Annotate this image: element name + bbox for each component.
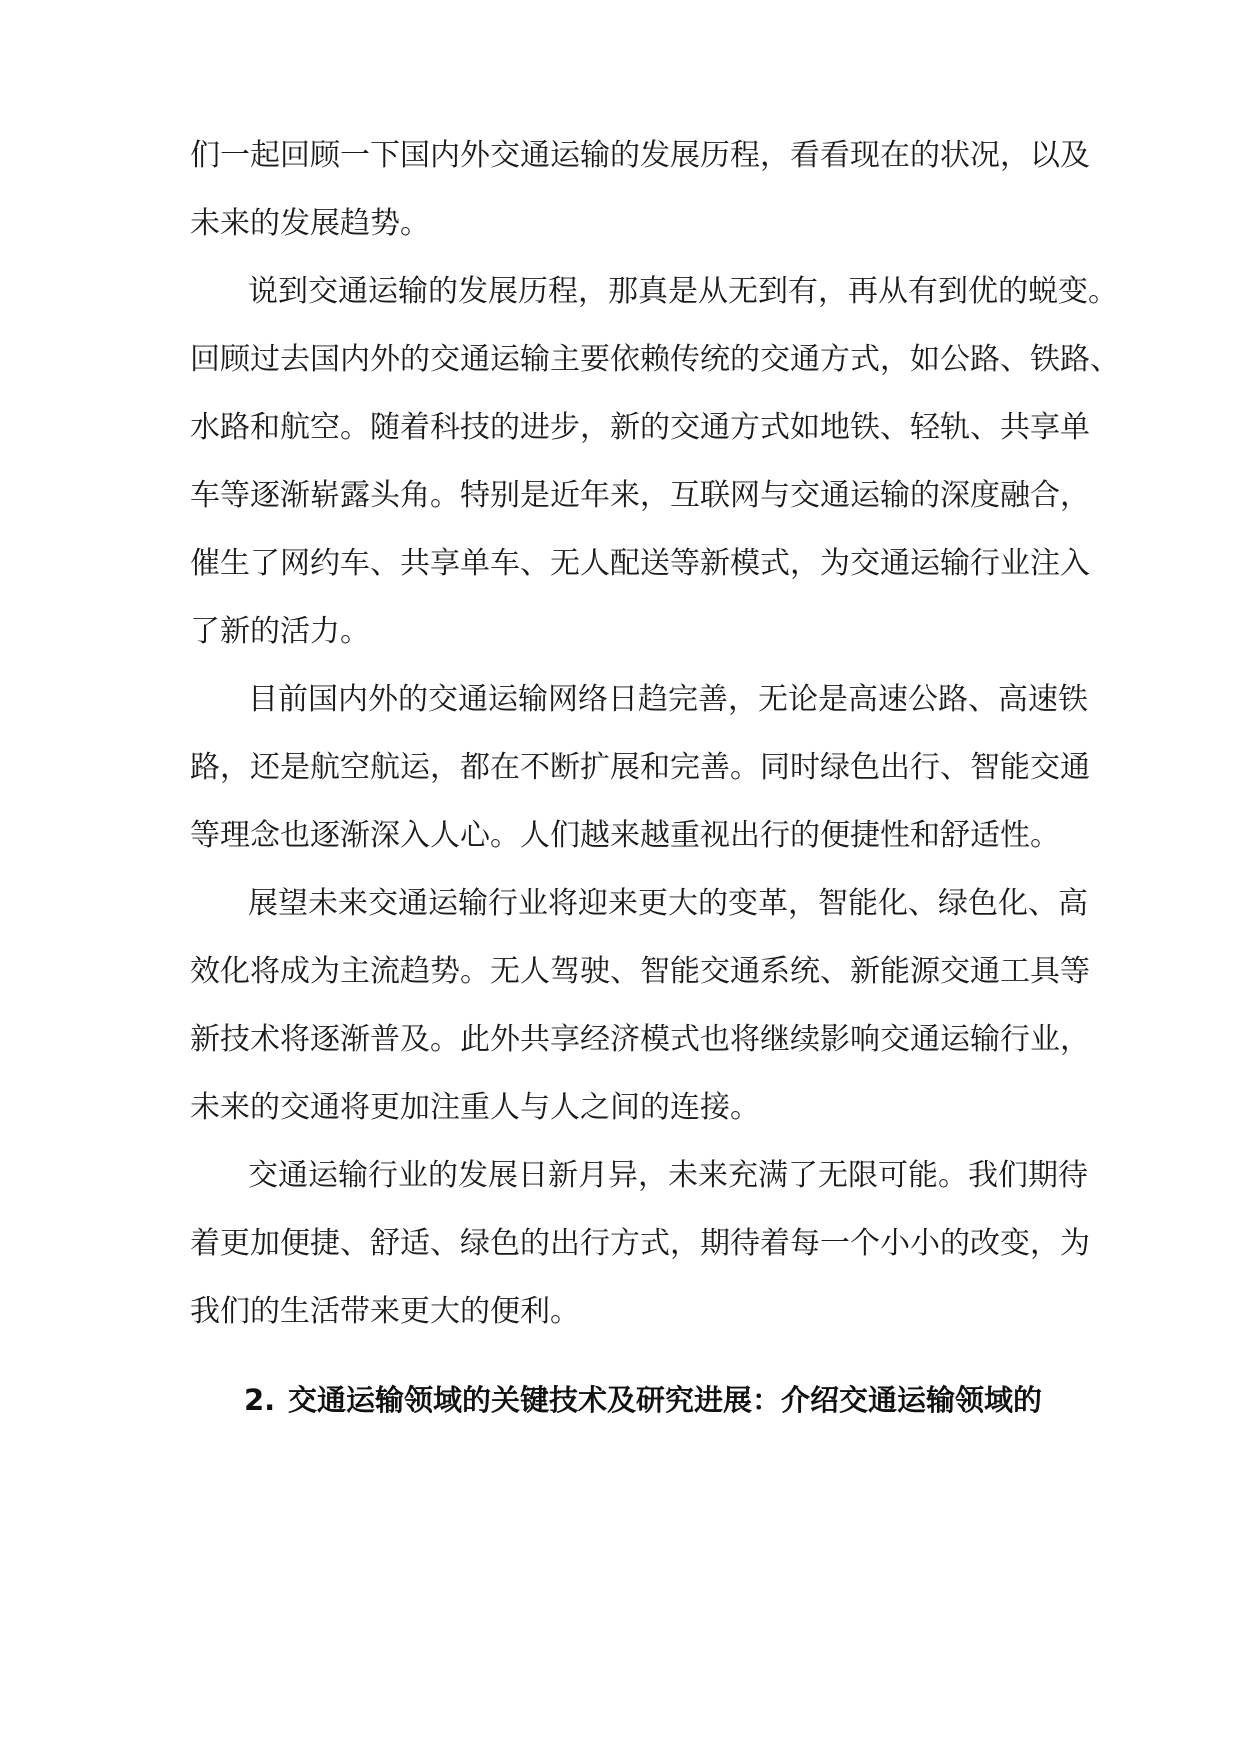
paragraph-3-line-1: 目前国内外的交通运输网络日趋完善，无论是高速公路、高速铁 xyxy=(248,682,1088,717)
paragraph-5-line-2: 着更加便捷、舒适、绿色的出行方式，期待着每一个小小的改变，为 xyxy=(190,1226,1090,1261)
section-heading-number: 2. xyxy=(244,1383,276,1417)
paragraph-1-line-1: 们一起回顾一下国内外交通运输的发展历程，看看现在的状况，以及 xyxy=(190,138,1090,173)
paragraph-2-line-2: 回顾过去国内外的交通运输主要依赖传统的交通方式，如公路、铁路、 xyxy=(190,342,1120,377)
paragraph-5-line-1: 交通运输行业的发展日新月异，未来充满了无限可能。我们期待 xyxy=(248,1158,1088,1193)
section-heading-text: 交通运输领域的关键技术及研究进展：介绍交通运输领域的 xyxy=(288,1383,1043,1417)
paragraph-4-line-4: 未来的交通将更加注重人与人之间的连接。 xyxy=(190,1090,760,1125)
paragraph-4-line-2: 效化将成为主流趋势。无人驾驶、智能交通系统、新能源交通工具等 xyxy=(190,954,1090,989)
paragraph-5-line-3: 我们的生活带来更大的便利。 xyxy=(190,1294,580,1329)
paragraph-4-line-1: 展望未来交通运输行业将迎来更大的变革，智能化、绿色化、高 xyxy=(248,886,1088,921)
paragraph-3-line-2: 路，还是航空航运，都在不断扩展和完善。同时绿色出行、智能交通 xyxy=(190,750,1090,785)
paragraph-4-line-3: 新技术将逐渐普及。此外共享经济模式也将继续影响交通运输行业， xyxy=(190,1022,1090,1057)
section-heading xyxy=(244,1370,1052,1430)
paragraph-1-line-2: 未来的发展趋势。 xyxy=(190,206,430,241)
paragraph-2-line-6: 了新的活力。 xyxy=(190,614,370,649)
paragraph-2-line-1: 说到交通运输的发展历程，那真是从无到有，再从有到优的蜕变。 xyxy=(248,274,1118,309)
paragraph-2-line-3: 水路和航空。随着科技的进步，新的交通方式如地铁、轻轨、共享单 xyxy=(190,410,1090,445)
paragraph-2-line-4: 车等逐渐崭露头角。特别是近年来，互联网与交通运输的深度融合， xyxy=(190,478,1090,513)
paragraph-2-line-5: 催生了网约车、共享单车、无人配送等新模式，为交通运输行业注入 xyxy=(190,546,1090,581)
paragraph-3-line-3: 等理念也逐渐深入人心。人们越来越重视出行的便捷性和舒适性。 xyxy=(190,818,1060,853)
